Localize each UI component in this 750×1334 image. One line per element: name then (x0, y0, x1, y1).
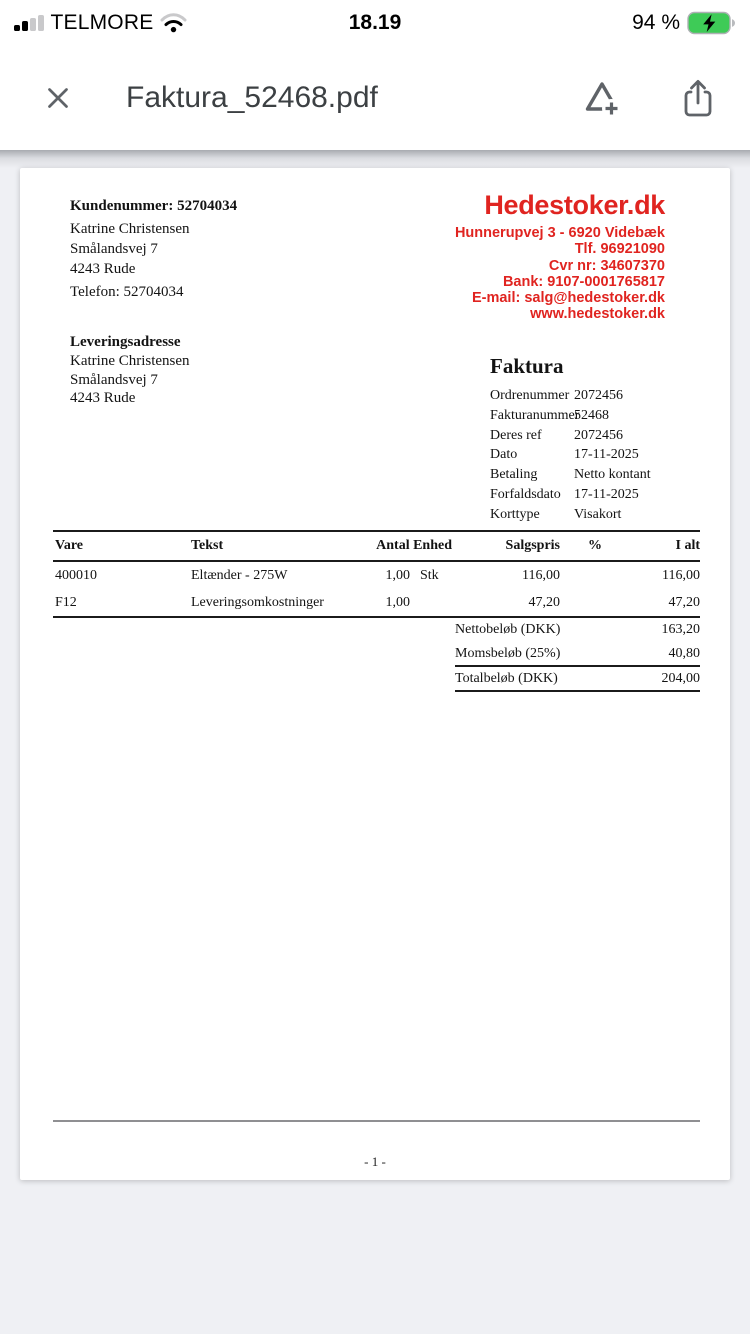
customer-number: Kundenummer: 52704034 (70, 198, 238, 214)
meta-row (490, 406, 651, 426)
total-row-moms (455, 642, 700, 667)
delivery-city: 4243 Rude (70, 390, 136, 406)
cell-tekst: Eltænder - 275W (191, 567, 288, 583)
cell-pct (568, 561, 616, 589)
col-header-salgspris: Salgspris (505, 538, 560, 553)
customer-city: 4243 Rude (70, 261, 136, 277)
status-bar (0, 0, 750, 45)
share-icon (676, 76, 720, 120)
total-value: 163,20 (661, 621, 700, 637)
cell-antal: 1,00 (385, 594, 410, 610)
totals-block (455, 617, 700, 692)
company-address: Hunnerupvej 3 - 6920 Videbæk (454, 225, 665, 241)
total-row-netto (455, 617, 700, 642)
delivery-street: Smålandsvej 7 (70, 371, 158, 388)
cell-tekst: Leveringsomkostninger (191, 594, 324, 610)
line-items-table (53, 530, 700, 618)
col-header-tekst: Tekst (191, 538, 224, 553)
meta-value: 2072456 (574, 388, 623, 403)
meta-row (490, 426, 651, 446)
cell-vare: 400010 (55, 567, 97, 583)
total-row-total (455, 667, 700, 692)
carrier-label: TELMORE (50, 10, 154, 34)
page-number: - 1 - (364, 1154, 386, 1169)
customer-block (70, 198, 237, 302)
total-value: 40,80 (668, 645, 700, 661)
meta-label: Deres ref (490, 427, 542, 443)
document-title: Faktura_52468.pdf (126, 80, 378, 114)
customer-street: Smålandsvej 7 (70, 241, 158, 257)
col-header-vare: Vare (55, 538, 83, 553)
delivery-address-block (70, 332, 190, 408)
meta-value: 52468 (574, 407, 609, 423)
meta-row (490, 505, 651, 525)
meta-value: 17-11-2025 (574, 447, 639, 463)
footer-divider (53, 1120, 700, 1122)
customer-phone: Telefon: 52704034 (70, 284, 184, 300)
meta-value: Visakort (574, 506, 622, 522)
meta-label: Dato (490, 447, 518, 463)
meta-label: Korttype (490, 506, 540, 522)
meta-value: 17-11-2025 (574, 486, 639, 502)
delivery-heading: Leveringsadresse (70, 334, 181, 350)
meta-row (490, 445, 651, 465)
cell-vare: F12 (55, 594, 77, 610)
toolbar-actions (580, 76, 720, 120)
company-email: E-mail: salg@hedestoker.dk (471, 290, 665, 307)
company-cvr: Cvr nr: 34607370 (548, 257, 665, 274)
invoice-meta-block (490, 354, 651, 525)
close-icon (40, 80, 76, 116)
table-row (53, 561, 700, 589)
meta-row (490, 386, 651, 406)
cell-salgspris: 47,20 (528, 594, 560, 610)
pdf-page (20, 168, 730, 1180)
col-header-antal-enhed: Antal Enhed (376, 538, 452, 553)
meta-row (490, 485, 651, 505)
meta-label: Ordrenummer (490, 388, 570, 403)
cell-ialt: 47,20 (668, 594, 700, 610)
total-label: Momsbeløb (25%) (455, 645, 561, 661)
meta-value: 2072456 (574, 427, 623, 443)
company-name: Hedestoker.dk (484, 190, 665, 220)
total-label: Nettobeløb (DKK) (455, 621, 561, 637)
meta-value: Netto kontant (574, 467, 651, 483)
col-header-pct: % (588, 538, 602, 553)
invoice-heading: Faktura (490, 354, 564, 378)
meta-label: Fakturanummer (490, 407, 580, 423)
meta-label: Betaling (490, 467, 538, 483)
company-phone: Tlf. 96921090 (574, 241, 665, 258)
battery-percent-label: 94 % (632, 10, 680, 34)
customer-name: Katrine Christensen (70, 221, 190, 237)
meta-label: Forfaldsdato (490, 486, 561, 502)
table-row (53, 589, 700, 617)
pdf-viewer-canvas[interactable] (0, 150, 750, 1334)
company-bank: Bank: 9107-0001765817 (502, 273, 665, 290)
cell-ialt: 116,00 (662, 567, 700, 583)
total-value: 204,00 (661, 670, 700, 686)
toolbar-shadow (0, 150, 750, 168)
meta-row (490, 465, 651, 485)
cell-enhed (414, 589, 456, 617)
cell-enhed: Stk (420, 567, 439, 583)
cell-antal: 1,00 (385, 567, 410, 583)
company-block (455, 188, 665, 323)
clock: 18.19 (348, 10, 402, 34)
add-to-drive-icon (580, 76, 624, 120)
share-button[interactable] (676, 76, 720, 120)
total-label: Totalbeløb (DKK) (455, 670, 558, 686)
table-header-row (53, 531, 700, 561)
cell-pct (568, 589, 616, 617)
close-button[interactable] (36, 76, 80, 120)
col-header-ialt: I alt (675, 538, 700, 553)
cell-salgspris: 116,00 (522, 567, 560, 583)
company-website: www.hedestoker.dk (530, 306, 665, 323)
delivery-name: Katrine Christensen (70, 353, 190, 369)
add-to-drive-button[interactable] (580, 76, 624, 120)
pdf-viewer-toolbar (0, 45, 750, 150)
